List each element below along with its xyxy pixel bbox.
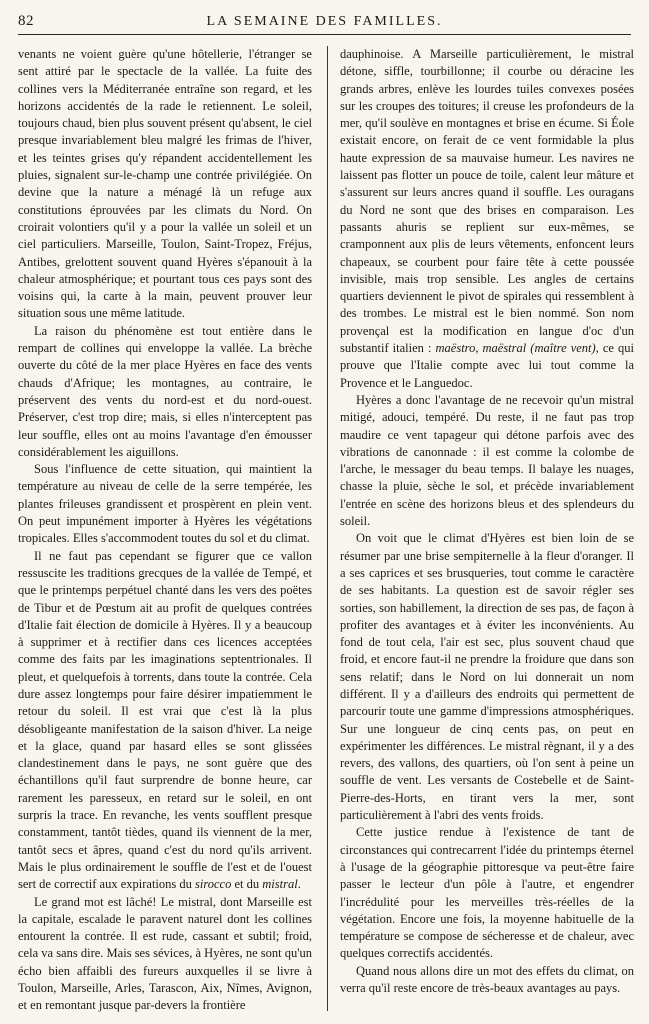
paragraph	[340, 46, 634, 392]
page-number: 82	[18, 13, 34, 29]
paragraph: Hyères a donc l'avantage de ne recevoir qu'un mistral mitigé, adouci, tempéré. Du reste, il ne faut pas trop maudire ce vent tapageur qui détone parfois avec des vibrations de canonnade : il est comme la colombe de l'arche, le messager du beau temps. Il balaye les nuages, chasse la pluie, sèche le sol, et précède invariablement l'entrée en scène des horizons bleus et des splendeurs du soleil.	[340, 392, 634, 529]
right-column	[340, 46, 634, 1014]
paragraph-text: , ce qui prouve que l'Italie compte avec lui tout comme la Provence et le Languedoc.	[340, 341, 634, 390]
paragraph	[18, 548, 312, 894]
italic-term: mistral	[262, 877, 298, 892]
paragraph-text: .	[297, 877, 301, 892]
paragraph: Sous l'influence de cette situation, qui maintient la température au niveau de celle de la serre tempérée, les plantes frileuses grandissent et prospèrent en plein vent. On peut impunément importer à Hyères les végétations tropicales. Elles s'accommodent toutes du sol et du climat.	[18, 462, 312, 546]
paragraph: On voit que le climat d'Hyères est bien loin de se résumer par une brise sempiternelle à la fleur d'oranger. Il a ses caprices et ses brusqueries, tout comme le caractère de ses habitants. La question est de savoir régler ses sorties, son habillement, la direction de ses pas, de façon à profiter des avantages et à éviter les inconvénients. Au fond de tout cela, l'air est sec, plus souvent chaud que froid, et encore faut-il ne prendre la froidure que dans son sens relatif; dans le Nord on lui donnerait un nom différent. Il y a d'ailleurs des endroits qui permettent de parcourir toute une gamme d'impressions atmosphériques. Sur une longueur de cinq cents pas, on peut en expérimenter les différences. Le mistral règnant, il y a des revers, des vallons, des quartiers, où l'on sent à peine un souffle de vent. Les versants de Costebelle et de Saint-Pierre-des-Horts, en tirant vers la mer, sont particulièrement à l'abri des vents froids.	[340, 531, 634, 823]
paragraph: Le grand mot est lâché! Le mistral, dont Marseille est la capitale, escalade le paravent naturel dont les collines entourent la contrée. Il est rude, cassant et subtil; froid, cela va sans dire. Mais ses sévices, à Hyères, ne sont qu'un écho bien affaibli des fureurs auxquelles il se livre à Toulon, Marseille, Arles, Tarascon, Aix, Nîmes, Avignon, et en remontant jusque par-devers la frontière	[18, 894, 312, 1013]
paragraph-text: et du	[231, 877, 263, 892]
left-column	[18, 46, 312, 1014]
italic-term: maëstro, maëstral (maître vent)	[435, 341, 596, 356]
column-divider	[327, 46, 328, 1011]
running-title: LA SEMAINE DES FAMILLES.	[206, 14, 443, 29]
paragraph: Quand nous allons dire un mot des effets du climat, on verra qu'il reste encore de très-beaux avantages au pays.	[340, 963, 634, 996]
paragraph: La raison du phénomène est tout entière dans le rempart de collines qui enveloppe la vallée. La brèche ouverte du côté de la mer place Hyères en face des vents chauds d'Afrique; les montagnes, au contraire, le préservent des vents du nord-est et du nord-ouest. Préserver, c'est trop dire; mais, si elles n'interceptent pas leur souffle, elles ont au moins l'avantage d'en émousser considérablement les aiguillons.	[18, 323, 312, 459]
page-header	[18, 10, 631, 35]
paragraph-text: Il ne faut pas cependant se figurer que ce vallon ressuscite les traditions grecques de la vallée de Tempé, et que le printemps perpétuel chanté dans les vers des poëtes de Tibur et de Pœstum ait au profit de quelques contrées d'Italie fait élection de domicile à Hyères. Il y a beaucoup à supprimer et à rectifier dans ces licences acceptées comme des faits par les imaginations septentrionales. Il pleut, et quelquefois à torrents, dans toute la contrée. Cela dure assez longtemps pour faire désirer impatiemment le retour du soleil. Il est vrai que c'est là la plus désobligeante manifestation de la saison d'hiver. La neige et la glace, quand par hasard elles se sont glissées clandestinement dans le pays, ne sont guère que des échantillons qu'il faut surprendre de bonne heure, car rarement les paresseux, en retard sur le soleil, en ont surpris la trace. En revanche, les vents soufflent presque constamment, tantôt tièdes, quand ils viennent de la mer, tantôt secs et âpres, quand c'est du nord qu'ils arrivent. Mais le plus ordinairement le souffle de l'est et de l'ouest sert de correctif aux expirations du	[18, 548, 312, 892]
paragraph: venants ne voient guère qu'une hôtellerie, l'étranger se sent attiré par le spectacle de la vallée. La fuite des collines vers la Méditerranée entraîne son regard, et les horizons accidentés de la rade le retiennent. Le soleil, toujours chaud, bien plus souvent présent qu'absent, le ciel presque invariablement bleu malgré les frimas de l'hiver, et les teintes grises qu'y répandent accidentellement les pluies, signalent sur-le-champ une contrée privilégiée. On devine que la nature a ménagé là un refuge aux constitutions éprouvées par les climats du Nord. On croirait volontiers qu'il y a pour la vallée un soleil et un ciel particuliers. Marseille, Toulon, Saint-Tropez, Fréjus, Antibes, grelottent souvent quand Hyères s'épanouit à la chaleur atmosphérique; et pourtant tous ces pays sont des voisins qui, la carte à la main, peuvent prouver leur situation sous une même latitude.	[18, 47, 312, 321]
paragraph-text: dauphinoise. A Marseille particulièrement, le mistral détone, siffle, tourbillonne; il courbe ou déracine les grands arbres, enlève les lourdes tuiles convexes posées sur les croupes des toitures; il creuse les profondeurs de la mer, qu'il soulève en montagnes et brise en écume. Si Éole existait encore, on ferait de ce vent formidable la plus haute expression de sa mauvaise humeur. Les navires ne laissent pas flotter un pouce de toile, calent leur mâture et s'assurent sur leurs ancres quand il souffle. Les ouragans du Nord ne sont que des brises en comparaison. Les passants ahuris se replient sur eux-mêmes, se cramponnent aux plis de leurs vêtements, enfoncent leurs chapeaux, se courbent pour faire tête à cette poussée invisible, mais trop sensible. Les angles de certains quartiers deviennent le pivot de spirales qui ressemblent à des trombes. Le mistral est le bien nommé. Son nom provençal est la modification en langue d'oc d'un substantif italien :	[340, 47, 634, 356]
paragraph: Cette justice rendue à l'existence de tant de circonstances qui contrecarrent l'idée du printemps éternel à l'usage de la géographie pittoresque va peut-être faire passer le lecteur d'un pôle à l'autre, et engendrer l'incrédulité pour les merveilles très-réelles de la végétation. Encore une fois, la moyenne habituelle de la température se compose de sécheresse et de chaleur, avec quelques correctifs accidentés.	[340, 825, 634, 961]
italic-term: sirocco	[195, 877, 232, 892]
